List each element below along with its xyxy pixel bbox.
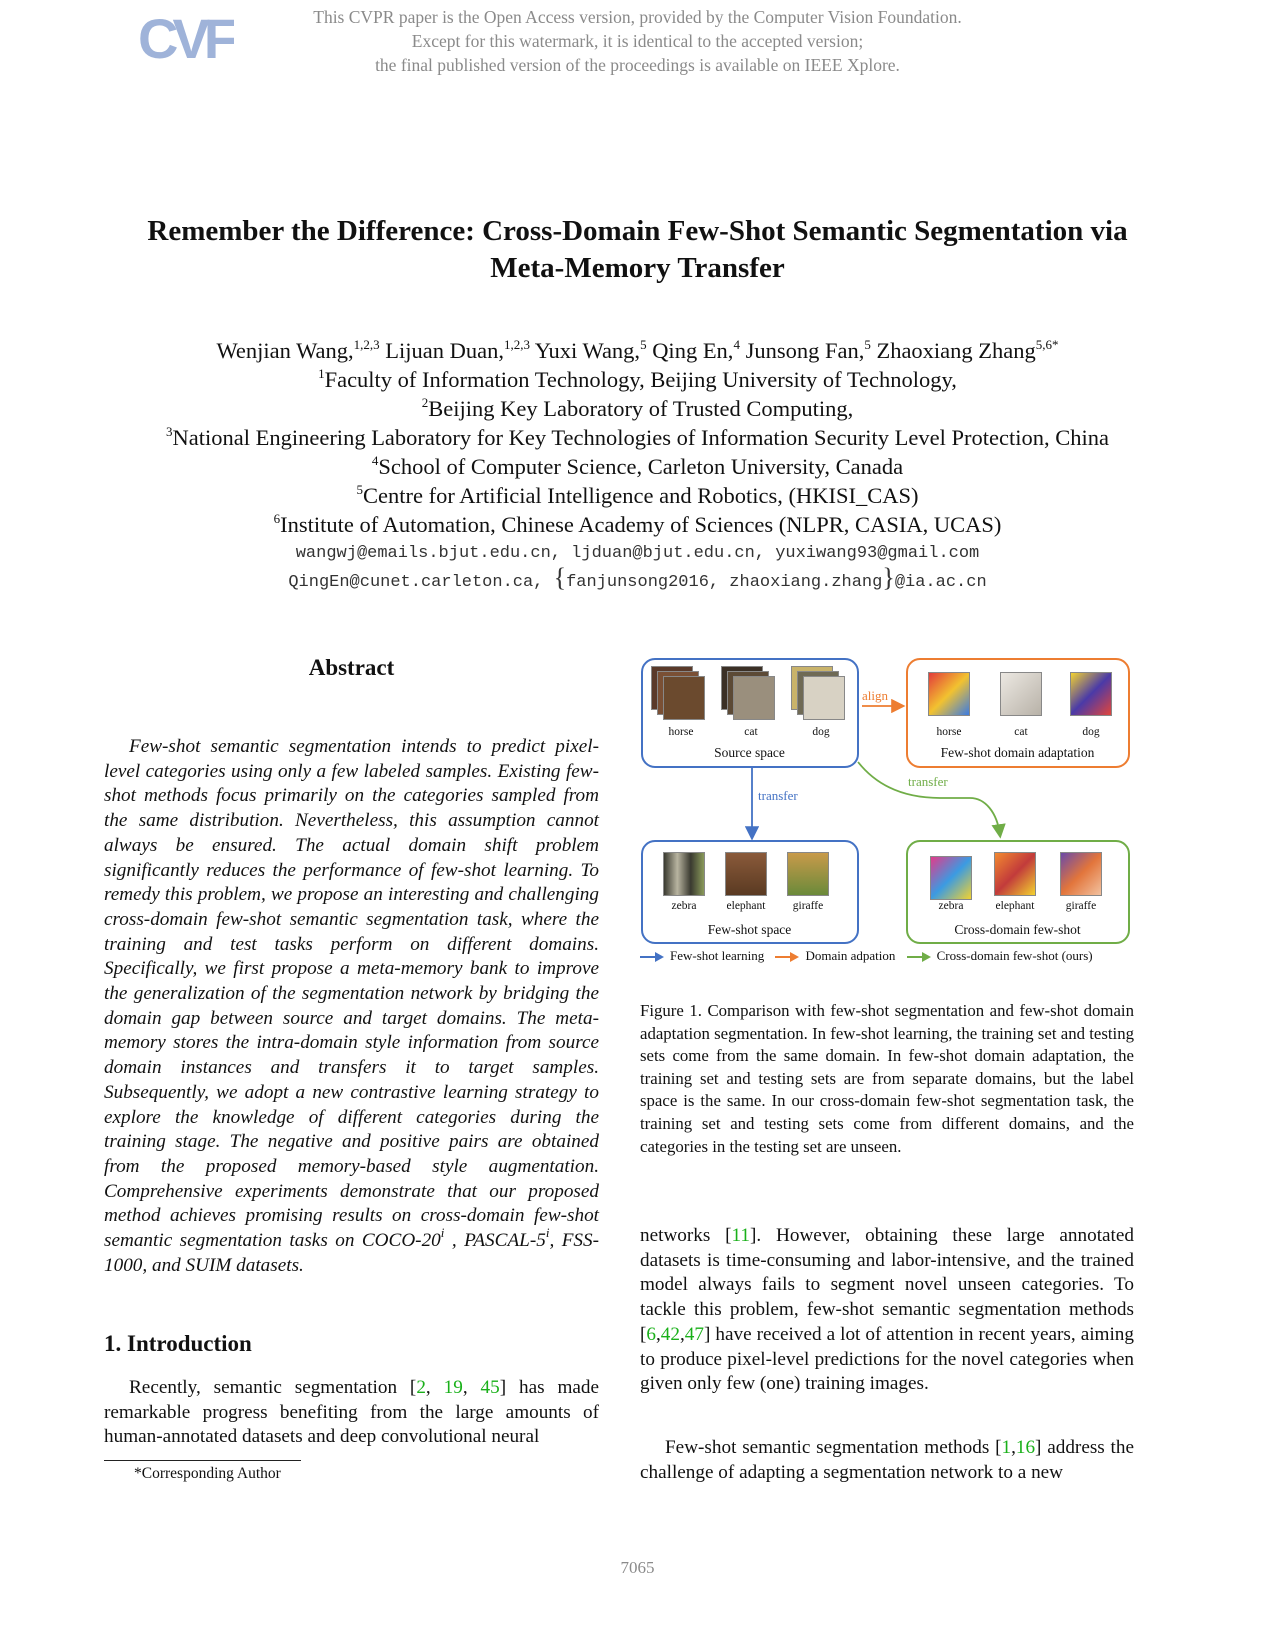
- abstract-body: [104, 735, 599, 1278]
- figure-1: [640, 650, 1140, 985]
- author-sup: 5: [864, 337, 871, 352]
- affiliation-sup: 6: [273, 511, 281, 526]
- author-name: Wenjian Wang,: [216, 338, 354, 363]
- class-label: zebra: [938, 900, 964, 912]
- legend-item: [907, 948, 1093, 964]
- affiliation-sup: 5: [356, 482, 363, 497]
- elephant-image: [725, 852, 767, 896]
- email-line: [0, 563, 1275, 597]
- orange-arrow-icon: [775, 952, 799, 962]
- email-text: QingEn@cunet.carleton.ca,: [288, 573, 554, 592]
- cross-domain-box: [906, 840, 1130, 944]
- author-block: [0, 336, 1275, 597]
- abstract-text: Few-shot semantic segmentation intends to predict pixel-level categories using only a few labeled samples. Existing few-shot methods focus primarily on the categories sampled from the same distribution. Nevertheless, this assumption cannot always be ensured. The actual domain shift problem significantly reduces the performance of few-shot learning. To remedy this problem, we propose an interesting and challenging cross-domain few-shot semantic segmentation task, where the training and test tasks perform on different domains. Specifically, we first propose a meta-memory bank to improve the generalization of the segmentation network by bridging the domain gap between source and target domains. The meta-memory stores the intra-domain style information from source domain instances and transfers it to target samples. Subsequently, we adopt a new contrastive learning strategy to explore the knowledge of different categories during the training stage. The negative and positive pairs are obtained from the proposed memory-based style augmentation. Comprehensive experiments demonstrate that our proposed method achieves promising results on cross-domain few-shot semantic segmentation tasks on COCO-20: [104, 736, 599, 1252]
- author-names: [0, 336, 1275, 365]
- author-name: Zhaoxiang Zhang: [870, 338, 1036, 363]
- affiliation: [0, 423, 1275, 452]
- box-title: Cross-domain few-shot: [954, 922, 1081, 937]
- paper-title: [60, 213, 1215, 287]
- citation-separator: ,: [425, 1377, 444, 1398]
- affiliation: [0, 510, 1275, 539]
- abstract-sup: i: [545, 1225, 550, 1241]
- transfer-label-blue: transfer: [758, 788, 798, 803]
- author-sup: 5,6*: [1035, 337, 1059, 352]
- title-line: Remember the Difference: Cross-Domain Few-Shot Semantic Segmentation via: [147, 215, 1128, 247]
- giraffe-image: [787, 852, 829, 896]
- affiliation-text: School of Computer Science, Carleton University, Canada: [378, 454, 904, 479]
- class-label: elephant: [726, 900, 766, 912]
- watermark-notice: [0, 5, 1275, 77]
- abstract-heading: Abstract: [308, 655, 395, 680]
- box-title: Few-shot space: [707, 922, 792, 937]
- affiliation-text: National Engineering Laboratory for Key Technologies of Information Security Level Protection, China: [172, 425, 1109, 450]
- citation-link[interactable]: 2: [416, 1377, 426, 1398]
- affiliation: [0, 394, 1275, 423]
- author-sup: 1,2,3: [504, 337, 530, 352]
- class-label: dog: [1082, 726, 1100, 738]
- body-text: ] address the challenge of adapting a segmentation network to a new: [640, 1437, 1134, 1483]
- horse-image: [663, 676, 705, 720]
- brace-close: }: [882, 563, 895, 592]
- class-label: cat: [744, 726, 758, 738]
- dog-image: [803, 676, 845, 720]
- affiliation-text: Centre for Artificial Intelligence and Robotics, (HKISI_CAS): [363, 483, 919, 508]
- body-paragraph: [640, 1224, 1134, 1397]
- title-line: Meta-Memory Transfer: [490, 252, 785, 284]
- citation-link[interactable]: 47: [684, 1323, 704, 1345]
- email-line: wangwj@emails.bjut.edu.cn, ljduan@bjut.edu.cn, yuxiwang93@gmail.com: [295, 544, 980, 563]
- citation-link[interactable]: 45: [480, 1377, 500, 1398]
- few-shot-space-box: [641, 840, 859, 944]
- abstract-text: , PASCAL-5: [444, 1230, 546, 1252]
- horse-art-image: [928, 672, 970, 716]
- footnote-rule: [104, 1460, 301, 1461]
- transfer-arrow-green: [858, 762, 1000, 835]
- affiliation-sup: 2: [421, 395, 429, 410]
- box-title: Few-shot domain adaptation: [940, 745, 1095, 760]
- cat-image: [733, 676, 775, 720]
- align-label: align: [862, 688, 888, 703]
- citation-link[interactable]: 1: [1001, 1437, 1012, 1458]
- class-label: dog: [812, 726, 830, 738]
- abstract-text: , FSS-1000, and SUIM datasets.: [104, 1230, 599, 1276]
- svg-text:CVF: CVF: [138, 8, 232, 70]
- zebra-image: [663, 852, 705, 896]
- author-sup: 1,2,3: [353, 337, 380, 352]
- email-text: fanjunsong2016, zhaoxiang.zhang: [566, 573, 883, 592]
- affiliation-sup: 1: [318, 366, 325, 381]
- citation-link[interactable]: 19: [443, 1377, 463, 1398]
- class-label: zebra: [671, 900, 697, 912]
- transfer-label-green: transfer: [908, 774, 948, 789]
- class-label: horse: [668, 726, 694, 738]
- blue-arrow-icon: [640, 952, 664, 962]
- affiliation-text: Faculty of Information Technology, Beijing University of Technology,: [324, 367, 957, 392]
- cat-art-image: [1000, 672, 1042, 716]
- affiliation: [0, 365, 1275, 394]
- citation-link[interactable]: 11: [731, 1225, 751, 1246]
- author-sup: 5: [640, 337, 647, 352]
- class-label: elephant: [995, 900, 1035, 912]
- legend-label: Cross-domain few-shot (ours): [936, 948, 1093, 963]
- source-space-box: [641, 658, 859, 768]
- body-text: ] has made remarkable progress benefiting from the large amounts of human-annotated datasets and deep convolutional neural: [104, 1377, 600, 1448]
- abstract-sup: i: [440, 1225, 445, 1241]
- affiliation-text: Beijing Key Laboratory of Trusted Computing,: [428, 396, 854, 421]
- class-label: cat: [1014, 726, 1028, 738]
- domain-adaptation-box: [906, 658, 1130, 768]
- watermark-line: This CVPR paper is the Open Access version, provided by the Computer Vision Foundation.: [313, 7, 962, 27]
- body-text: Few-shot semantic segmentation methods [: [665, 1437, 1002, 1458]
- zebra-art-image: [930, 856, 972, 900]
- affiliation-text: Institute of Automation, Chinese Academy of Sciences (NLPR, CASIA, UCAS): [280, 512, 1002, 537]
- legend-label: Domain adpation: [805, 948, 896, 963]
- body-text: Recently, semantic segmentation [: [129, 1377, 417, 1398]
- author-sup: 4: [733, 337, 740, 352]
- class-label: horse: [936, 726, 962, 738]
- citation-separator: ,: [1011, 1437, 1016, 1458]
- class-label: giraffe: [1065, 900, 1097, 912]
- author-name: Lijuan Duan,: [379, 338, 504, 363]
- citation-separator: ,: [679, 1323, 685, 1345]
- intro-paragraph: [104, 1376, 599, 1450]
- body-text: networks [: [640, 1225, 732, 1246]
- class-label: giraffe: [792, 900, 824, 912]
- box-title: Source space: [714, 745, 785, 760]
- body-paragraph: [640, 1436, 1134, 1485]
- affiliation-sup: 3: [166, 424, 173, 439]
- footnote: *Corresponding Author: [134, 1465, 281, 1482]
- dog-art-image: [1070, 672, 1112, 716]
- affiliation: [0, 481, 1275, 510]
- section-heading-introduction: 1. Introduction: [104, 1331, 252, 1356]
- page-number: 7065: [620, 1558, 655, 1577]
- author-name: Yuxi Wang,: [530, 338, 641, 363]
- citation-separator: ,: [462, 1377, 481, 1398]
- body-text: ]. However, obtaining these large annotated datasets is time-consuming and labor-intensive, and the trained model always fails to segment novel unseen categories. To tackle this problem, few-shot semantic segmentation methods [: [640, 1225, 1134, 1345]
- elephant-art-image: [994, 852, 1036, 896]
- green-arrow-icon: [907, 952, 931, 962]
- figure-caption: Figure 1. Comparison with few-shot segmentation and few-shot domain adaptation segmentation. In few-shot learning, the training set and testing sets come from the same domain. In few-shot domain adaptation, the training set and testing sets are from separate domains, but the label space is the same. In our cross-domain few-shot segmentation task, the training set and testing sets come from different domains, and the categories in the testing set are unseen.: [640, 1001, 1134, 1156]
- watermark-line: the final published version of the proceedings is available on IEEE Xplore.: [375, 55, 900, 75]
- citation-separator: ,: [655, 1323, 661, 1345]
- author-name: Qing En,: [646, 338, 734, 363]
- legend-item: [775, 948, 895, 964]
- email-text: @ia.ac.cn: [894, 573, 987, 592]
- affiliation-sup: 4: [371, 453, 379, 468]
- legend-label: Few-shot learning: [670, 948, 765, 963]
- body-text: ] have received a lot of attention in recent years, aiming to produce pixel-level predictions for the novel categories when given only few (one) training images.: [640, 1323, 1134, 1395]
- watermark-line: Except for this watermark, it is identical to the accepted version;: [411, 31, 864, 51]
- giraffe-art-image: [1060, 852, 1102, 896]
- citation-link[interactable]: 16: [1015, 1437, 1036, 1458]
- figure-legend: [640, 948, 1140, 964]
- author-name: Junsong Fan,: [739, 338, 865, 363]
- citation-link[interactable]: 42: [660, 1323, 680, 1345]
- citation-link[interactable]: 6: [646, 1323, 656, 1345]
- affiliation: [0, 452, 1275, 481]
- legend-item: [640, 948, 764, 964]
- brace-open: {: [553, 563, 567, 592]
